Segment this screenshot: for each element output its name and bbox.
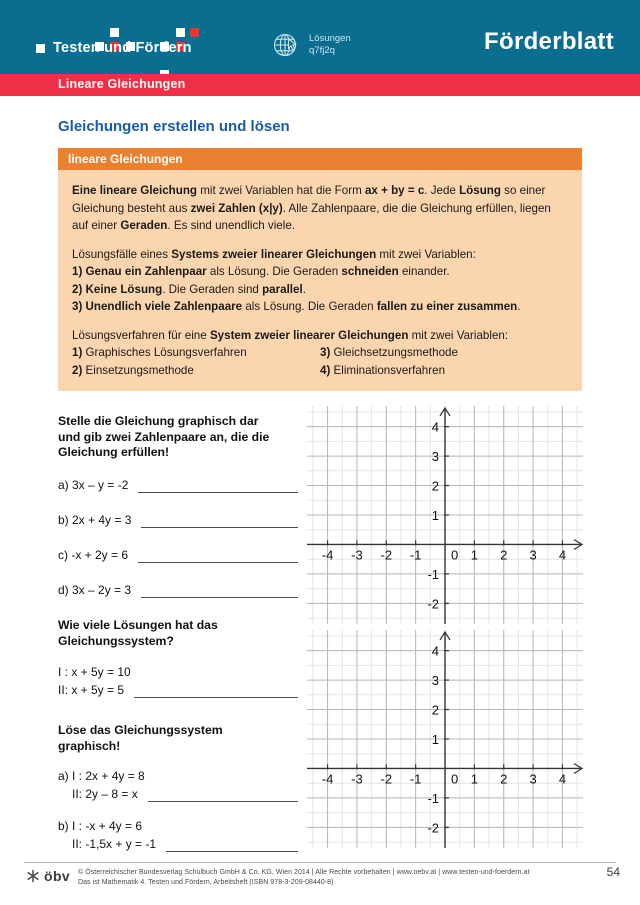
answer-line-1c[interactable] [138, 550, 298, 563]
svg-text:-1: -1 [409, 771, 422, 787]
exercise-1-item-b-label: b) 2x + 4y = 3 [58, 512, 132, 527]
def-seg5: Lösung [459, 184, 501, 197]
svg-text:0: 0 [451, 547, 459, 563]
svg-text:2: 2 [431, 478, 439, 494]
brand-logo [36, 40, 192, 56]
info-cases-intro [72, 246, 568, 264]
case2-bold2: parallel [262, 282, 303, 296]
exercise-2 [58, 618, 298, 698]
methods-column-left [72, 344, 320, 379]
answer-line-1a[interactable] [138, 480, 298, 493]
case3-bold1: Unendlich viele Zahlenpaare [82, 300, 243, 313]
exercise-3a-equation-2: II: 2y – 8 = x [72, 787, 138, 801]
method-item-2 [72, 362, 320, 380]
def-seg4: . Jede [424, 184, 460, 197]
exercise-3 [58, 723, 298, 852]
def-seg3: ax + by = c [364, 184, 425, 197]
exercise-1-item-c [58, 547, 298, 563]
info-box-heading: lineare Gleichungen [58, 148, 582, 170]
answer-line-1d[interactable] [141, 585, 298, 598]
answer-line-2[interactable] [134, 685, 298, 698]
answer-line-1b[interactable] [141, 515, 298, 528]
def-seg1: Eine lineare Gleichung [72, 184, 197, 197]
svg-text:4: 4 [431, 643, 439, 659]
method1-label: Graphisches Lösungsverfahren [82, 346, 247, 359]
def-seg6: so einer Gleichung besteht aus [72, 184, 546, 215]
def-seg9: Geraden [120, 219, 168, 232]
solutions-code: q7fj2q [309, 45, 335, 56]
svg-text:-1: -1 [427, 566, 439, 582]
exercise-2-equation-1: I : x + 5y = 10 [58, 665, 131, 679]
methods-intro-seg1: Lösungsverfahren für eine [72, 328, 210, 342]
svg-text:2: 2 [500, 547, 508, 563]
case3-num: 3) [72, 300, 83, 313]
method3-label: Gleichsetzungsmethode [330, 346, 458, 359]
svg-text:1: 1 [431, 732, 439, 747]
exercise-3b-equation-2: II: -1,5x + y = -1 [72, 837, 157, 851]
deco-square-white [176, 28, 185, 37]
spacer [72, 235, 568, 246]
method4-num: 4) [320, 363, 331, 377]
publisher-logo-text: öbv [44, 868, 71, 884]
def-seg8: . Alle Zahlenpaare, die die Gleichung erfüllen, liegen auf einer [72, 201, 551, 232]
exercise-3b-equation-2-row [58, 836, 298, 852]
exercise-1-item-b [58, 512, 298, 528]
exercise-2-title-line2: Gleichungssystem? [58, 633, 174, 648]
methods-intro-seg2: System zweier linearer Gleichungen [209, 328, 409, 342]
svg-text:-4: -4 [321, 771, 334, 787]
sheet-title: Förderblatt [484, 28, 614, 55]
globe-icon [272, 30, 302, 60]
svg-text:3: 3 [431, 449, 439, 465]
exercise-2-title-line1: Wie viele Lösungen hat das [58, 618, 218, 632]
exercise-3a-equation-2-row [58, 786, 298, 802]
exercise-1-title-line3: Gleichung erfüllen! [58, 445, 170, 459]
footer-line-2: Das ist Mathematik 4. Testen und Fördern, Arbeitsheft (ISBN 978-3-209-08440-8) [78, 879, 334, 886]
cases-intro-seg3: mit zwei Variablen: [376, 247, 476, 261]
case3-mid: als Lösung. Die Geraden [242, 300, 377, 313]
method-item-4 [320, 362, 568, 380]
footer-divider [24, 862, 616, 863]
method3-num: 3) [320, 346, 331, 359]
exercise-1-title [58, 414, 298, 461]
svg-text:4: 4 [558, 547, 567, 563]
case3-bold2: fallen zu einer zusammen [376, 300, 518, 313]
page-title: Gleichungen erstellen und lösen [58, 118, 290, 135]
deco-square-red [190, 28, 199, 37]
method2-num: 2) [72, 363, 83, 377]
method-item-1 [72, 344, 320, 362]
method-item-3 [320, 344, 568, 362]
svg-text:3: 3 [431, 673, 439, 689]
exercise-1 [58, 414, 298, 598]
coordinate-grid-2 [307, 630, 583, 853]
cases-intro-seg2: Systems zweier linearer Gleichungen [171, 247, 377, 261]
exercise-2-equation-2: II: x + 5y = 5 [58, 683, 125, 697]
svg-text:4: 4 [431, 419, 439, 435]
case2-bold1: Keine Lösung [82, 282, 163, 296]
svg-text:-2: -2 [427, 820, 439, 836]
deco-square-white [110, 28, 119, 37]
svg-text:3: 3 [529, 547, 537, 563]
case1-tail: einander. [398, 265, 450, 278]
svg-text:1: 1 [470, 547, 478, 563]
svg-text:1: 1 [431, 508, 439, 523]
solutions-text [309, 33, 351, 57]
topic-band-label: Lineare Gleichungen [58, 77, 186, 91]
def-seg7: zwei Zahlen (x|y) [190, 201, 283, 215]
exercise-3a-equation-1: a) I : 2x + 4y = 8 [58, 769, 145, 783]
info-case-3 [72, 298, 568, 316]
case1-bold1: Genau ein Zahlenpaar [82, 265, 207, 278]
methods-intro-seg3: mit zwei Variablen: [408, 328, 509, 342]
exercise-3-title-line1: Löse das Gleichungssystem [58, 723, 223, 737]
case2-tail: . [302, 282, 306, 296]
svg-text:4: 4 [558, 771, 567, 787]
info-case-2 [72, 281, 568, 299]
case1-num: 1) [72, 265, 83, 278]
exercise-3-title-line2: graphisch! [58, 738, 121, 753]
svg-text:0: 0 [451, 771, 459, 787]
exercise-3b-equation-1: b) I : -x + 4y = 6 [58, 819, 143, 833]
coordinate-grid-1-svg[interactable] [307, 406, 583, 624]
svg-text:-3: -3 [351, 771, 363, 787]
footer-copyright [78, 868, 529, 888]
info-methods-intro [72, 327, 568, 345]
coordinate-grid-1 [307, 406, 583, 629]
brand-label: Testen und Fördern [53, 40, 192, 56]
exercise-1-item-d-label: d) 3x – 2y = 3 [58, 582, 132, 597]
svg-text:-2: -2 [427, 596, 439, 612]
case1-mid: als Lösung. Die Geraden [206, 265, 342, 278]
methods-column-right [320, 344, 568, 379]
exercise-3-title [58, 723, 298, 754]
cases-intro-seg1: Lösungsfälle eines [72, 247, 172, 261]
exercise-1-title-line2: und gib zwei Zahlenpaare an, die die [58, 429, 270, 444]
svg-text:-1: -1 [427, 790, 439, 806]
svg-text:-1: -1 [409, 547, 422, 563]
svg-text:-4: -4 [321, 547, 334, 563]
brand-square-icon [36, 44, 45, 53]
footer-line-1: © Österreichischer Bundesverlag Schulbuch GmbH & Co. KG, Wien 2014 | Alle Rechte vorbehalten | www.oebv.at | www.testen-und-foerdern.at [78, 869, 530, 876]
page-number: 54 [606, 865, 620, 879]
case3-tail: . [517, 300, 521, 313]
solutions-label: Lösungen [309, 33, 351, 44]
svg-text:2: 2 [500, 771, 508, 787]
exercise-1-item-c-label: c) -x + 2y = 6 [58, 547, 129, 562]
info-case-1 [72, 263, 568, 281]
method4-label: Eliminationsverfahren [330, 363, 446, 377]
case1-bold2: schneiden [341, 265, 399, 278]
svg-text:1: 1 [470, 771, 478, 787]
case2-num: 2) [72, 282, 83, 296]
case2-mid: . Die Geraden sind [162, 282, 263, 296]
svg-text:-2: -2 [380, 771, 393, 787]
method1-num: 1) [72, 346, 83, 359]
svg-text:-3: -3 [351, 547, 363, 563]
spacer [72, 316, 568, 327]
svg-text:2: 2 [431, 702, 439, 718]
svg-text:3: 3 [529, 771, 537, 787]
coordinate-grid-2-svg[interactable] [307, 630, 583, 848]
publisher-logo [26, 868, 70, 884]
exercise-1-title-line1: Stelle die Gleichung graphisch dar [58, 414, 259, 428]
svg-text:-2: -2 [380, 547, 393, 563]
answer-line-3b[interactable] [166, 839, 298, 852]
solutions-code-block[interactable] [272, 30, 351, 60]
info-box-body [58, 170, 582, 391]
info-paragraph-definition [72, 182, 568, 235]
asterisk-icon [26, 869, 40, 883]
exercise-2-equation-2-row [58, 682, 298, 698]
exercise-1-item-a-label: a) 3x – y = -2 [58, 477, 129, 492]
exercise-2-title [58, 618, 298, 649]
exercise-1-item-d [58, 582, 298, 598]
exercise-1-item-a [58, 477, 298, 493]
info-box [58, 148, 582, 391]
answer-line-3a[interactable] [148, 789, 298, 802]
methods-columns [72, 344, 568, 379]
def-seg10: . Es sind unendlich viele. [167, 219, 295, 232]
method2-label: Einsetzungsmethode [82, 363, 194, 377]
def-seg2: mit zwei Variablen hat die Form [197, 184, 365, 197]
